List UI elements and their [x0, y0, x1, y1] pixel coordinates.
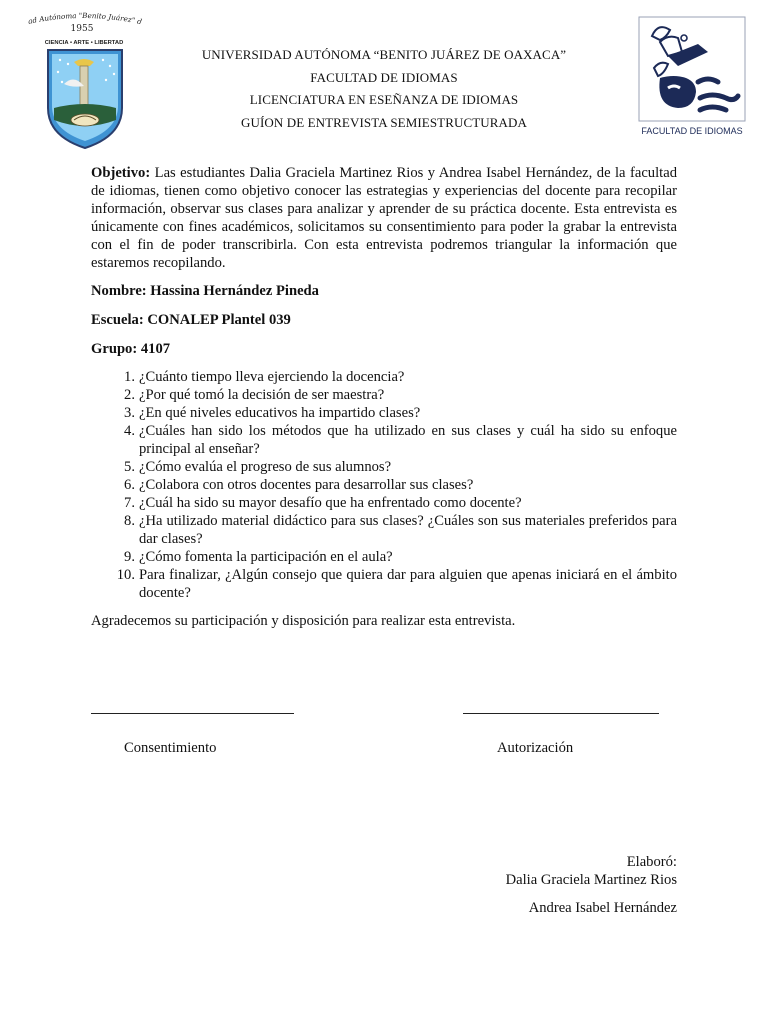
objective-text: Las estudiantes Dalia Graciela Martinez Rios y Andrea Isabel Hernández, de la facultad de idiomas, tienen como objetivo conocer las estrategias y experiencias del docente para recopilar información, observar sus clases para analizar y aprender de su práctica docente. Esta entrevista es únicamente con fines académicos, solicitamos su consentimiento para poder la grabar la entrevista con el fin de poder transcribirla. Con esta entrevista podremos triangular la información que estaremos recopilando. [91, 165, 677, 271]
list-item [116, 566, 677, 602]
document-header [170, 44, 598, 134]
list-item-number: 6. [124, 477, 135, 493]
faculty-logo-caption: FACULTAD DE IDIOMAS [641, 126, 743, 136]
list-item [124, 476, 677, 494]
list-item-text: ¿Colabora con otros docentes para desarrollar sus clases? [139, 477, 474, 493]
list-item [124, 458, 677, 476]
header-document-title: GUÍON DE ENTREVISTA SEMIESTRUCTURADA [240, 114, 528, 130]
seal-year: 1955 [70, 24, 94, 34]
interviewee-name: Nombre: Hassina Hernández Pineda [91, 283, 319, 299]
elaborated-label: Elaboró: [626, 854, 677, 870]
list-item [124, 368, 677, 386]
seal-arc-text: ad Autónoma "Benito Juárez" d [27, 10, 143, 27]
list-item [124, 404, 677, 422]
list-item-number: 9. [124, 549, 135, 565]
list-item-number: 1. [124, 369, 135, 385]
list-item-text: ¿Cuáles han sido los métodos que ha utilizado en sus clases y cuál ha sido su enfoque principal al enseñar? [139, 423, 677, 457]
list-item-text: ¿Ha utilizado material didáctico para sus clases? ¿Cuáles son sus materiales preferidos para dar clases? [139, 513, 677, 547]
university-seal-logo [24, 8, 144, 158]
list-item [124, 422, 677, 458]
list-item-text: Para finalizar, ¿Algún consejo que quiera dar para alguien que apenas iniciará en el ámbito docente? [139, 567, 677, 601]
group-number: Grupo: 4107 [91, 341, 171, 357]
school-name: Escuela: CONALEP Plantel 039 [91, 312, 291, 328]
faculty-logo [638, 16, 746, 140]
authorization-label: Autorización [497, 740, 574, 756]
list-item-number: 2. [124, 387, 135, 403]
list-item-number: 3. [124, 405, 135, 421]
list-item-text: ¿En qué niveles educativos ha impartido clases? [139, 405, 421, 421]
list-item [124, 386, 677, 404]
document-body [91, 164, 677, 630]
question-list [91, 368, 677, 602]
list-item-text: ¿Cuánto tiempo lleva ejerciendo la docencia? [139, 369, 405, 385]
list-item-number: 4. [124, 423, 135, 439]
list-item-number: 5. [124, 459, 135, 475]
seal-motto: CIENCIA • ARTE • LIBERTAD [44, 40, 124, 46]
consent-signature-line [91, 713, 294, 714]
list-item [124, 548, 677, 566]
thanks-paragraph: Agradecemos su participación y disposición para realizar esta entrevista. [91, 613, 516, 629]
header-faculty: FACULTAD DE IDIOMAS [310, 69, 458, 85]
list-item-number: 8. [124, 513, 135, 529]
list-item-number: 10. [116, 567, 135, 583]
authorization-signature-line [463, 713, 659, 714]
author-name-1: Dalia Graciela Martinez Rios [505, 872, 677, 888]
objective-paragraph [91, 164, 677, 272]
list-item-text: ¿Por qué tomó la decisión de ser maestra? [139, 387, 385, 403]
header-university: UNIVERSIDAD AUTÓNOMA “BENITO JUÁREZ DE OAXACA” [201, 47, 567, 62]
consent-label: Consentimiento [124, 740, 217, 756]
list-item [124, 494, 677, 512]
list-item-text: ¿Cómo evalúa el progreso de sus alumnos? [139, 459, 392, 475]
list-item-text: ¿Cuál ha sido su mayor desafío que ha enfrentado como docente? [139, 495, 522, 511]
list-item [124, 512, 677, 548]
header-degree: LICENCIATURA EN ESEÑANZA DE IDIOMAS [249, 92, 519, 107]
objective-label: Objetivo: [91, 165, 151, 181]
author-name-2: Andrea Isabel Hernández [528, 900, 677, 916]
list-item-number: 7. [124, 495, 135, 511]
list-item-text: ¿Cómo fomenta la participación en el aula? [139, 549, 393, 565]
